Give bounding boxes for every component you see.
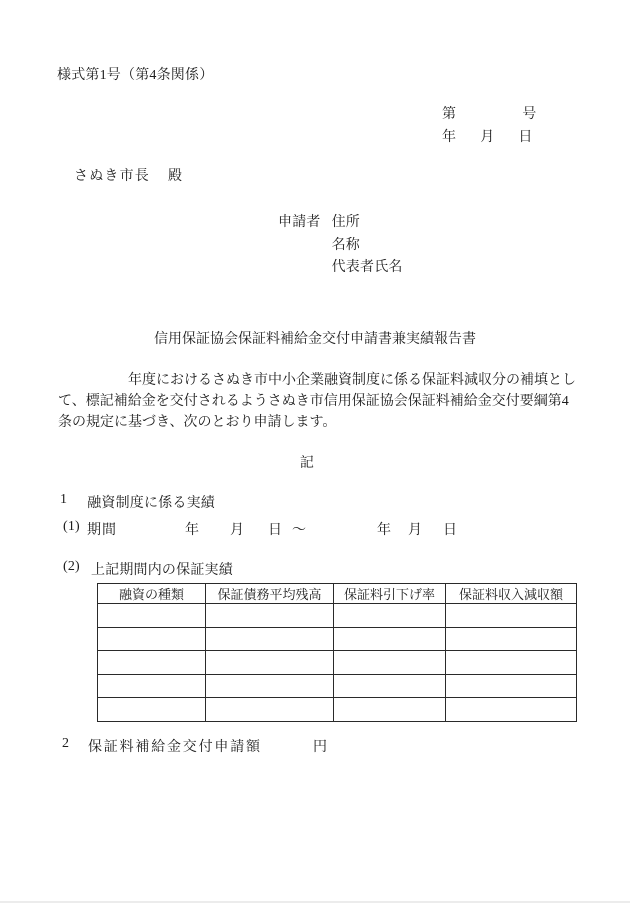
record-marker: 記 <box>299 456 315 471</box>
body-line: て、標記補給金を交付されるようさぬき市信用保証協会保証料補給金交付要綱第4 <box>58 394 569 409</box>
addressee-line <box>74 165 183 185</box>
applicant-address-label: 住所 <box>331 215 361 230</box>
guarantee-table-cell <box>98 698 206 722</box>
guarantee-label: 上記期間内の保証実績 <box>90 563 233 578</box>
section2-title: 保証料補給金交付申請額 <box>88 740 262 755</box>
section2-line <box>0 736 630 754</box>
col-header-avg-balance: 保証債務平均残高 <box>206 584 334 604</box>
section1-title: 融資制度に係る実績 <box>87 496 216 511</box>
date-day-label: 日 <box>518 130 533 145</box>
document-title: 信用保証協会保証料補給金交付申請書兼実績報告書 <box>154 332 476 347</box>
section1-heading <box>60 492 215 512</box>
body-line: 条の規定に基づき、次のとおり申請します。 <box>58 415 337 430</box>
guarantee-table-cell <box>206 651 334 675</box>
guarantee-subheading <box>63 559 233 579</box>
guarantee-table-cell <box>206 604 334 628</box>
addressee-name: さぬき市長 <box>74 169 150 184</box>
guarantee-table-cell <box>206 698 334 722</box>
document-date-line <box>442 126 533 146</box>
body-paragraph <box>58 370 579 433</box>
guarantee-table-cell <box>334 627 446 651</box>
section2-number: 2 <box>62 736 70 751</box>
applicant-name-label: 名称 <box>331 237 361 253</box>
applicant-fields <box>332 212 403 280</box>
guarantee-item-number: (2) <box>63 559 80 574</box>
addressee-honorific: 殿 <box>168 169 184 184</box>
date-year-label: 年 <box>442 130 457 145</box>
guarantee-table-row <box>98 627 577 651</box>
col-header-rate-reduction: 保証料引下げ率 <box>334 584 446 604</box>
period-from-day: 日 <box>268 523 283 538</box>
guarantee-table-cell <box>98 674 206 698</box>
period-line <box>0 519 630 537</box>
section1-number: 1 <box>60 492 68 507</box>
period-separator: ～ <box>292 523 307 538</box>
period-from-month: 月 <box>230 523 245 538</box>
doc-number-suffix: 号 <box>522 107 537 122</box>
guarantee-table-row <box>98 674 577 698</box>
guarantee-table-cell <box>446 627 577 651</box>
guarantee-table-cell <box>98 627 206 651</box>
guarantee-table-cell <box>446 604 577 628</box>
guarantee-table-cell <box>334 698 446 722</box>
guarantee-table-cell <box>334 604 446 628</box>
guarantee-table-cell <box>446 698 577 722</box>
date-month-label: 月 <box>480 130 495 145</box>
guarantee-table-cell <box>98 604 206 628</box>
guarantee-table-cell <box>334 651 446 675</box>
body-line: 年度におけるさぬき市中小企業融資制度に係る保証料減収分の補填とし <box>128 373 576 388</box>
guarantee-results-table <box>97 583 577 722</box>
doc-number-prefix: 第 <box>442 107 457 122</box>
period-to-month: 月 <box>408 523 423 538</box>
period-label: 期間 <box>87 523 117 538</box>
guarantee-table-row <box>98 698 577 722</box>
period-from-year: 年 <box>185 523 200 538</box>
section2-unit-yen: 円 <box>313 740 328 755</box>
guarantee-table-row <box>98 651 577 675</box>
col-header-revenue-decrease: 保証料収入減収額 <box>446 584 577 604</box>
guarantee-table-row <box>98 604 577 628</box>
guarantee-table-cell <box>206 674 334 698</box>
guarantee-table-cell <box>446 651 577 675</box>
period-item-number: (1) <box>63 519 80 534</box>
period-to-year: 年 <box>377 523 392 538</box>
guarantee-table-cell <box>206 627 334 651</box>
form-number-label: 様式第1号（第4条関係） <box>57 68 214 83</box>
guarantee-table-header-row <box>98 584 577 604</box>
col-header-loan-type: 融資の種類 <box>98 584 206 604</box>
period-to-day: 日 <box>443 523 458 538</box>
applicant-label: 申請者 <box>278 215 321 230</box>
document-number-line <box>442 103 536 123</box>
applicant-block <box>278 212 403 280</box>
guarantee-table-cell <box>334 674 446 698</box>
guarantee-table-body <box>98 604 577 722</box>
applicant-representative-label: 代表者氏名 <box>331 260 403 275</box>
guarantee-table-cell <box>98 651 206 675</box>
guarantee-table-cell <box>446 674 577 698</box>
